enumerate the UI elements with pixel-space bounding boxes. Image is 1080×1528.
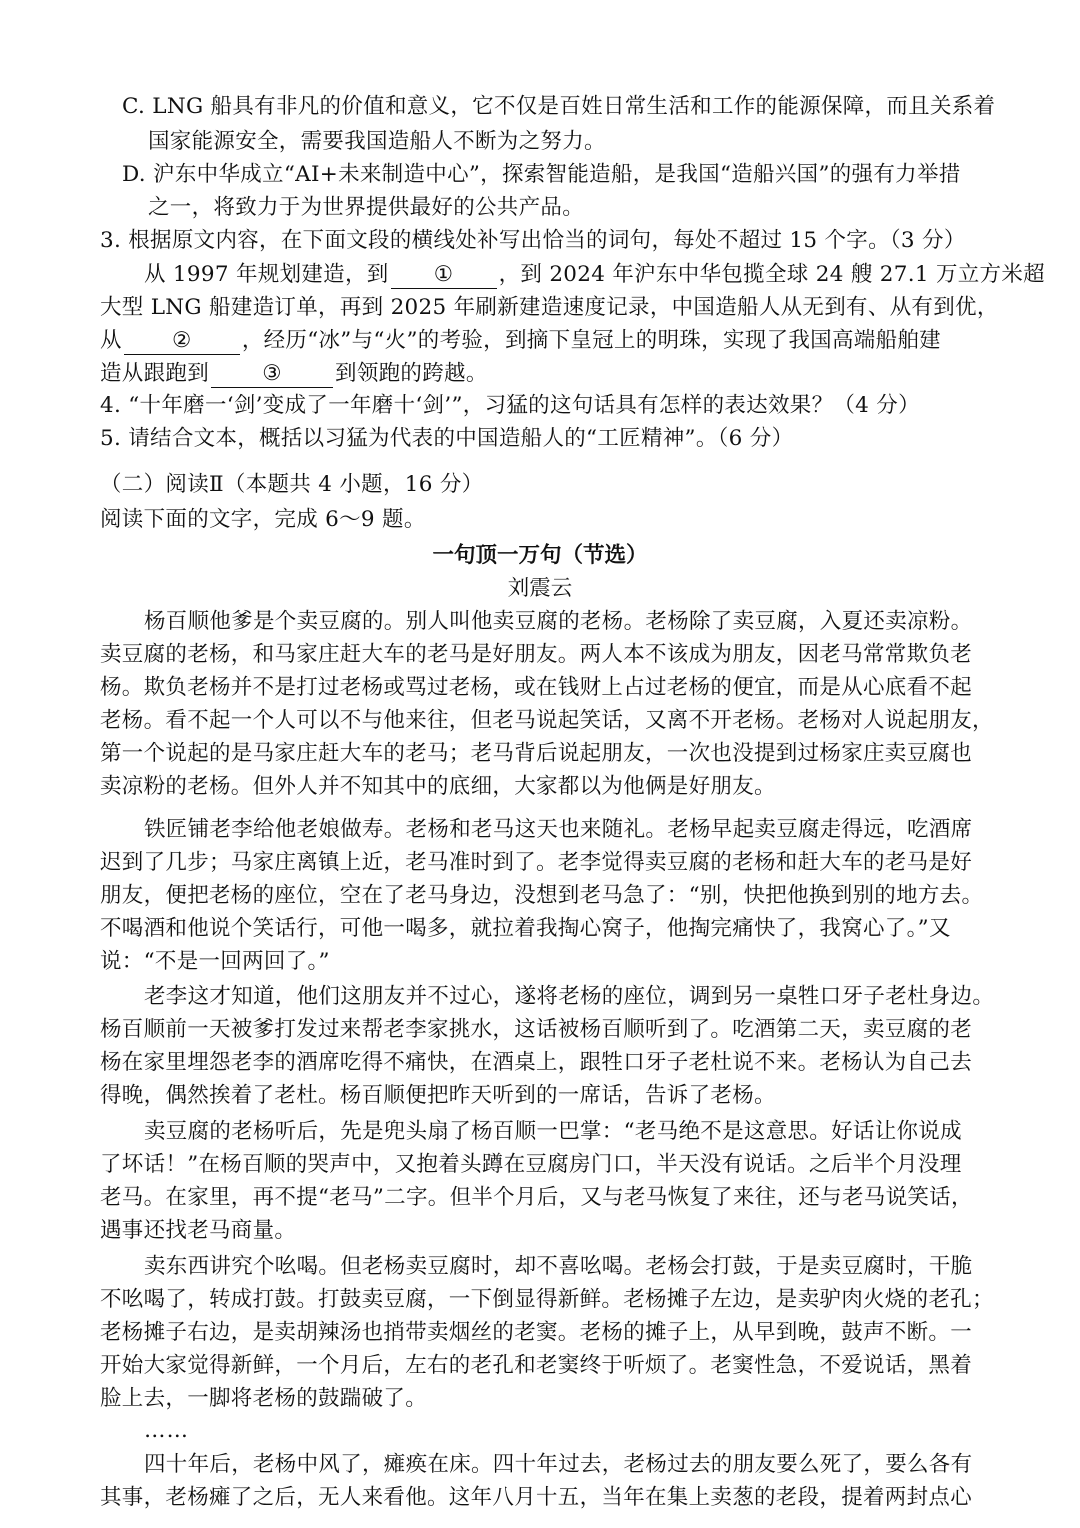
fill-blank-1: ① xyxy=(391,262,497,289)
q3-text-d: ，经历“冰”与“火”的考验，到摘下皇冠上的明珠，实现了我国高端船舶建 xyxy=(241,328,941,353)
q3-text-f: 到领跑的跨越。 xyxy=(335,361,488,386)
p4-line-4: 遇事还找老马商量。 xyxy=(100,1218,297,1243)
p1-line-5: 第一个说起的是马家庄赶大车的老马；老马背后说起朋友，一次也没提到过杨家庄卖豆腐也 xyxy=(100,741,973,766)
q3-text-b: ，到 2024 年沪东中华包揽全球 24 艘 27.1 万立方米超 xyxy=(498,262,1045,287)
question-3-line-2: 大型 LNG 船建造订单，再到 2025 年刷新建造速度记录，中国造船人从无到有、从有到优， xyxy=(100,295,999,320)
question-5: 5. 请结合文本，概括以习猛为代表的中国造船人的“工匠精神”。（6 分） xyxy=(100,426,794,451)
question-4: 4. “十年磨一‘剑’变成了一年磨十‘剑’”，习猛的这句话具有怎样的表达效果？（4 分） xyxy=(100,393,920,418)
p2-line-5: 说：“不是一回两回了。” xyxy=(100,949,330,974)
p1-line-3: 杨。欺负老杨并不是打过老杨或骂过老杨，或在钱财上占过老杨的便宜，而是从心底看不起 xyxy=(100,675,973,700)
p3-line-3: 杨在家里埋怨老李的酒席吃得不痛快，在酒桌上，跟牲口牙子老杜说不来。老杨认为自己去 xyxy=(100,1050,973,1075)
section-2-heading: （二）阅读Ⅱ（本题共 4 小题，16 分） xyxy=(100,472,484,497)
p2-line-3: 朋友，便把老杨的座位，空在了老马身边，没想到老马急了：“别，快把他换到别的地方去。 xyxy=(100,883,984,908)
p4-line-1: 卖豆腐的老杨听后，先是兜头扇了杨百顺一巴掌：“老马绝不是这意思。好话让你说成 xyxy=(144,1119,962,1144)
p3-line-4: 得晚，偶然挨着了老杜。杨百顺便把昨天听到的一席话，告诉了老杨。 xyxy=(100,1083,776,1108)
q3-text-e: 造从跟跑到 xyxy=(100,361,210,386)
question-3-line-1 xyxy=(144,260,1045,290)
option-c-line-1: C. LNG 船具有非凡的价值和意义，它不仅是百姓日常生活和工作的能源保障，而且关系着 xyxy=(122,94,996,119)
question-3-line-3 xyxy=(100,326,941,356)
p5-line-3: 老杨摊子右边，是卖胡辣汤也捎带卖烟丝的老窦。老杨的摊子上，从早到晚，鼓声不断。一 xyxy=(100,1320,973,1345)
p1-line-6: 卖凉粉的老杨。但外人并不知其中的底细，大家都以为他俩是好朋友。 xyxy=(100,774,776,799)
fill-blank-2: ② xyxy=(124,328,240,355)
p5-line-1: 卖东西讲究个吆喝。但老杨卖豆腐时，却不喜吆喝。老杨会打鼓，于是卖豆腐时，干脆 xyxy=(144,1254,973,1279)
p2-line-1: 铁匠铺老李给他老娘做寿。老杨和老马这天也来随礼。老杨早起卖豆腐走得远，吃酒席 xyxy=(144,817,973,842)
p6-line-1: 四十年后，老杨中风了，瘫痪在床。四十年过去，老杨过去的朋友要么死了，要么各有 xyxy=(144,1452,973,1477)
question-3-line-4 xyxy=(100,359,488,389)
option-c-line-2: 国家能源安全，需要我国造船人不断为之努力。 xyxy=(148,129,606,154)
p1-line-4: 老杨。看不起一个人可以不与他来往，但老马说起笑话，又离不开老杨。老杨对人说起朋友， xyxy=(100,708,994,733)
omission-ellipsis: …… xyxy=(144,1418,189,1443)
p3-line-2: 杨百顺前一天被爹打发过来帮老李家挑水，这话被杨百顺听到了。吃酒第二天，卖豆腐的老 xyxy=(100,1017,973,1042)
p4-line-2: 了坏话！”在杨百顺的哭声中，又抱着头蹲在豆腐房门口，半天没有说话。之后半个月没理 xyxy=(100,1152,962,1177)
question-3-prompt: 3. 根据原文内容，在下面文段的横线处补写出恰当的词句，每处不超过 15 个字。（3 分） xyxy=(100,228,966,253)
p5-line-5: 脸上去，一脚将老杨的鼓踹破了。 xyxy=(100,1386,428,1411)
fill-blank-3: ③ xyxy=(211,361,333,388)
p1-line-2: 卖豆腐的老杨，和马家庄赶大车的老马是好朋友。两人本不该成为朋友，因老马常常欺负老 xyxy=(100,642,973,667)
passage-author: 刘震云 xyxy=(507,576,573,601)
p5-line-2: 不吆喝了，转成打鼓。打鼓卖豆腐，一下倒显得新鲜。老杨摊子左边，是卖驴肉火烧的老孔； xyxy=(100,1287,994,1312)
p6-line-2: 其事，老杨瘫了之后，无人来看他。这年八月十五，当年在集上卖葱的老段，提着两封点心 xyxy=(100,1485,973,1510)
passage-title: 一句顶一万句（节选） xyxy=(432,543,648,568)
p1-line-1: 杨百顺他爹是个卖豆腐的。别人叫他卖豆腐的老杨。老杨除了卖豆腐，入夏还卖凉粉。 xyxy=(144,609,973,634)
section-2-instruction: 阅读下面的文字，完成 6～9 题。 xyxy=(100,507,426,532)
option-d-line-1: D. 沪东中华成立“AI+未来制造中心”，探索智能造船，是我国“造船兴国”的强有力举措 xyxy=(122,162,961,187)
p4-line-3: 老马。在家里，再不提“老马”二字。但半个月后，又与老马恢复了来往，还与老马说笑话， xyxy=(100,1185,973,1210)
p3-line-1: 老李这才知道，他们这朋友并不过心，遂将老杨的座位，调到另一桌牲口牙子老杜身边。 xyxy=(144,984,995,1009)
q3-text-c: 从 xyxy=(100,328,122,353)
p5-line-4: 开始大家觉得新鲜，一个月后，左右的老孔和老窦终于听烦了。老窦性急，不爱说话，黑着 xyxy=(100,1353,973,1378)
option-d-line-2: 之一，将致力于为世界提供最好的公共产品。 xyxy=(148,195,585,220)
q3-text-a: 从 1997 年规划建造，到 xyxy=(144,262,389,287)
p2-line-4: 不喝酒和他说个笑话行，可他一喝多，就拉着我掏心窝子，他掏完痛快了，我窝心了。”又 xyxy=(100,916,951,941)
p2-line-2: 迟到了几步；马家庄离镇上近，老马准时到了。老李觉得卖豆腐的老杨和赶大车的老马是好 xyxy=(100,850,973,875)
